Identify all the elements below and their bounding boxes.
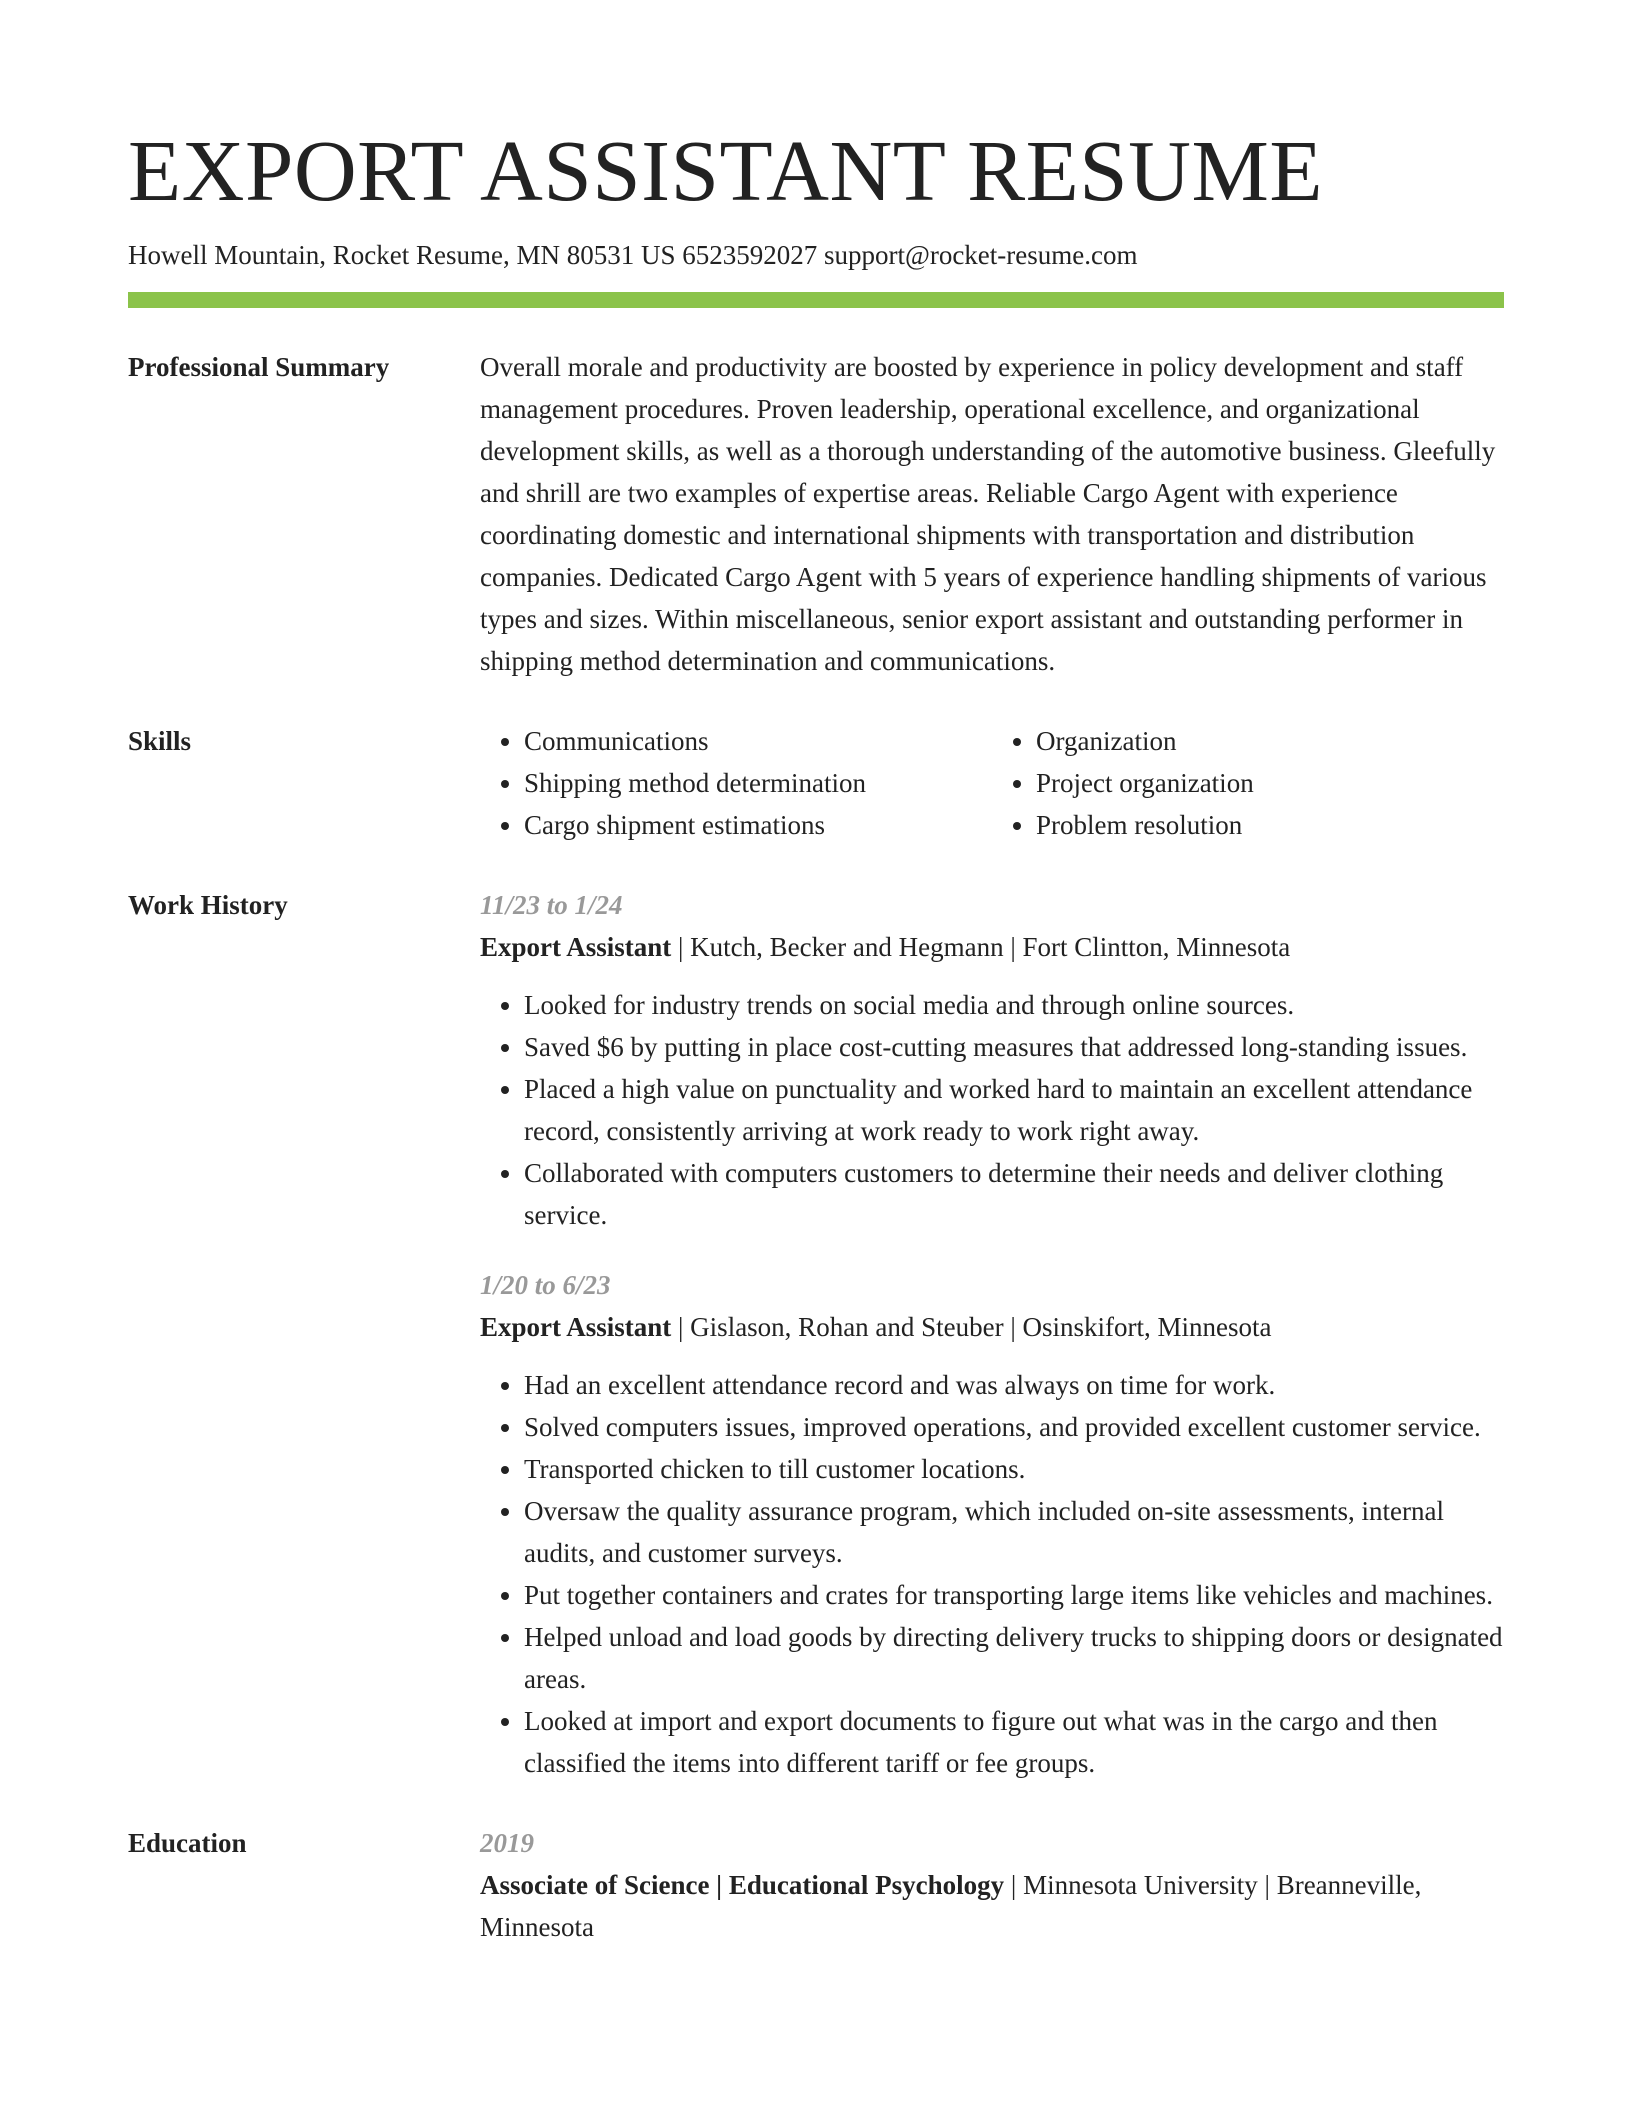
job-dates: 11/23 to 1/24 bbox=[480, 890, 623, 920]
job-employer-location: | Kutch, Becker and Hegmann | Fort Clintton, Minnesota bbox=[671, 932, 1291, 962]
job-employer-location: | Gislason, Rohan and Steuber | Osinskifort, Minnesota bbox=[671, 1312, 1272, 1342]
skill-item: • Organization bbox=[1036, 720, 1504, 762]
skills-section bbox=[128, 720, 1504, 846]
skill-item: • Problem resolution bbox=[1036, 804, 1504, 846]
summary-text: Overall morale and productivity are boosted by experience in policy development and staff management procedures. Proven leadership, operational excellence, and organizational development skills, as well as a thorough understanding of the automotive business. Gleefully and shrill are two examples of expertise areas. Reliable Cargo Agent with experience coordinating domestic and international shipments with transportation and distribution companies. Dedicated Cargo Agent with 5 years of experience handling shipments of various types and sizes. Within miscellaneous, senior export assistant and outstanding performer in shipping method determination and communications. bbox=[480, 352, 1496, 676]
job-bullet: • Transported chicken to till customer locations. bbox=[524, 1448, 1504, 1490]
job-dates: 1/20 to 6/23 bbox=[480, 1270, 611, 1300]
skill-item: • Shipping method determination bbox=[524, 762, 992, 804]
job-bullet: • Had an excellent attendance record and was always on time for work. bbox=[524, 1364, 1504, 1406]
professional-summary-section bbox=[128, 346, 1504, 682]
skills-column-right bbox=[992, 720, 1504, 846]
education-degree: Associate of Science | Educational Psychology bbox=[480, 1870, 1005, 1900]
job-bullet: • Put together containers and crates for transporting large items like vehicles and machines. bbox=[524, 1574, 1504, 1616]
job-entry bbox=[480, 884, 1504, 1236]
skill-item: • Project organization bbox=[1036, 762, 1504, 804]
resume-title: EXPORT ASSISTANT RESUME bbox=[128, 122, 1324, 219]
section-label-summary: Professional Summary bbox=[128, 352, 390, 382]
job-bullet: • Looked for industry trends on social media and through online sources. bbox=[524, 984, 1504, 1026]
contact-line: Howell Mountain, Rocket Resume, MN 80531 US 6523592027 support@rocket-resume.com bbox=[128, 240, 1138, 270]
section-label-education: Education bbox=[128, 1828, 247, 1858]
accent-divider bbox=[128, 292, 1504, 308]
job-bullet: • Solved computers issues, improved operations, and provided excellent customer service. bbox=[524, 1406, 1504, 1448]
job-bullet: • Collaborated with computers customers to determine their needs and deliver clothing service. bbox=[524, 1152, 1504, 1236]
education-section bbox=[128, 1822, 1504, 1948]
skill-item: • Cargo shipment estimations bbox=[524, 804, 992, 846]
job-bullet: • Oversaw the quality assurance program, which included on-site assessments, internal audits, and customer surveys. bbox=[524, 1490, 1504, 1574]
job-bullet: • Placed a high value on punctuality and worked hard to maintain an excellent attendance record, consistently arriving at work ready to work right away. bbox=[524, 1068, 1504, 1152]
job-title-line bbox=[480, 1306, 1504, 1348]
job-bullet: • Helped unload and load goods by directing delivery trucks to shipping doors or designated areas. bbox=[524, 1616, 1504, 1700]
job-title-line bbox=[480, 926, 1504, 968]
education-year: 2019 bbox=[480, 1828, 534, 1858]
skills-column-left bbox=[480, 720, 992, 846]
job-entry bbox=[480, 1264, 1504, 1784]
job-bullet: • Looked at import and export documents to figure out what was in the cargo and then classified the items into different tariff or fee groups. bbox=[524, 1700, 1504, 1784]
job-bullet: • Saved $6 by putting in place cost-cutting measures that addressed long-standing issues. bbox=[524, 1026, 1504, 1068]
skills-list bbox=[480, 720, 1504, 846]
section-label-skills: Skills bbox=[128, 726, 192, 756]
work-history-section bbox=[128, 884, 1504, 1784]
section-label-work-history: Work History bbox=[128, 890, 288, 920]
skill-item: • Communications bbox=[524, 720, 992, 762]
job-role: Export Assistant bbox=[480, 1312, 672, 1342]
job-bullets bbox=[480, 984, 1504, 1236]
job-role: Export Assistant bbox=[480, 932, 672, 962]
job-bullets bbox=[480, 1364, 1504, 1784]
education-line bbox=[480, 1864, 1504, 1948]
education-school-location: | Minnesota University | Breanneville, Minnesota bbox=[480, 1870, 1422, 1942]
